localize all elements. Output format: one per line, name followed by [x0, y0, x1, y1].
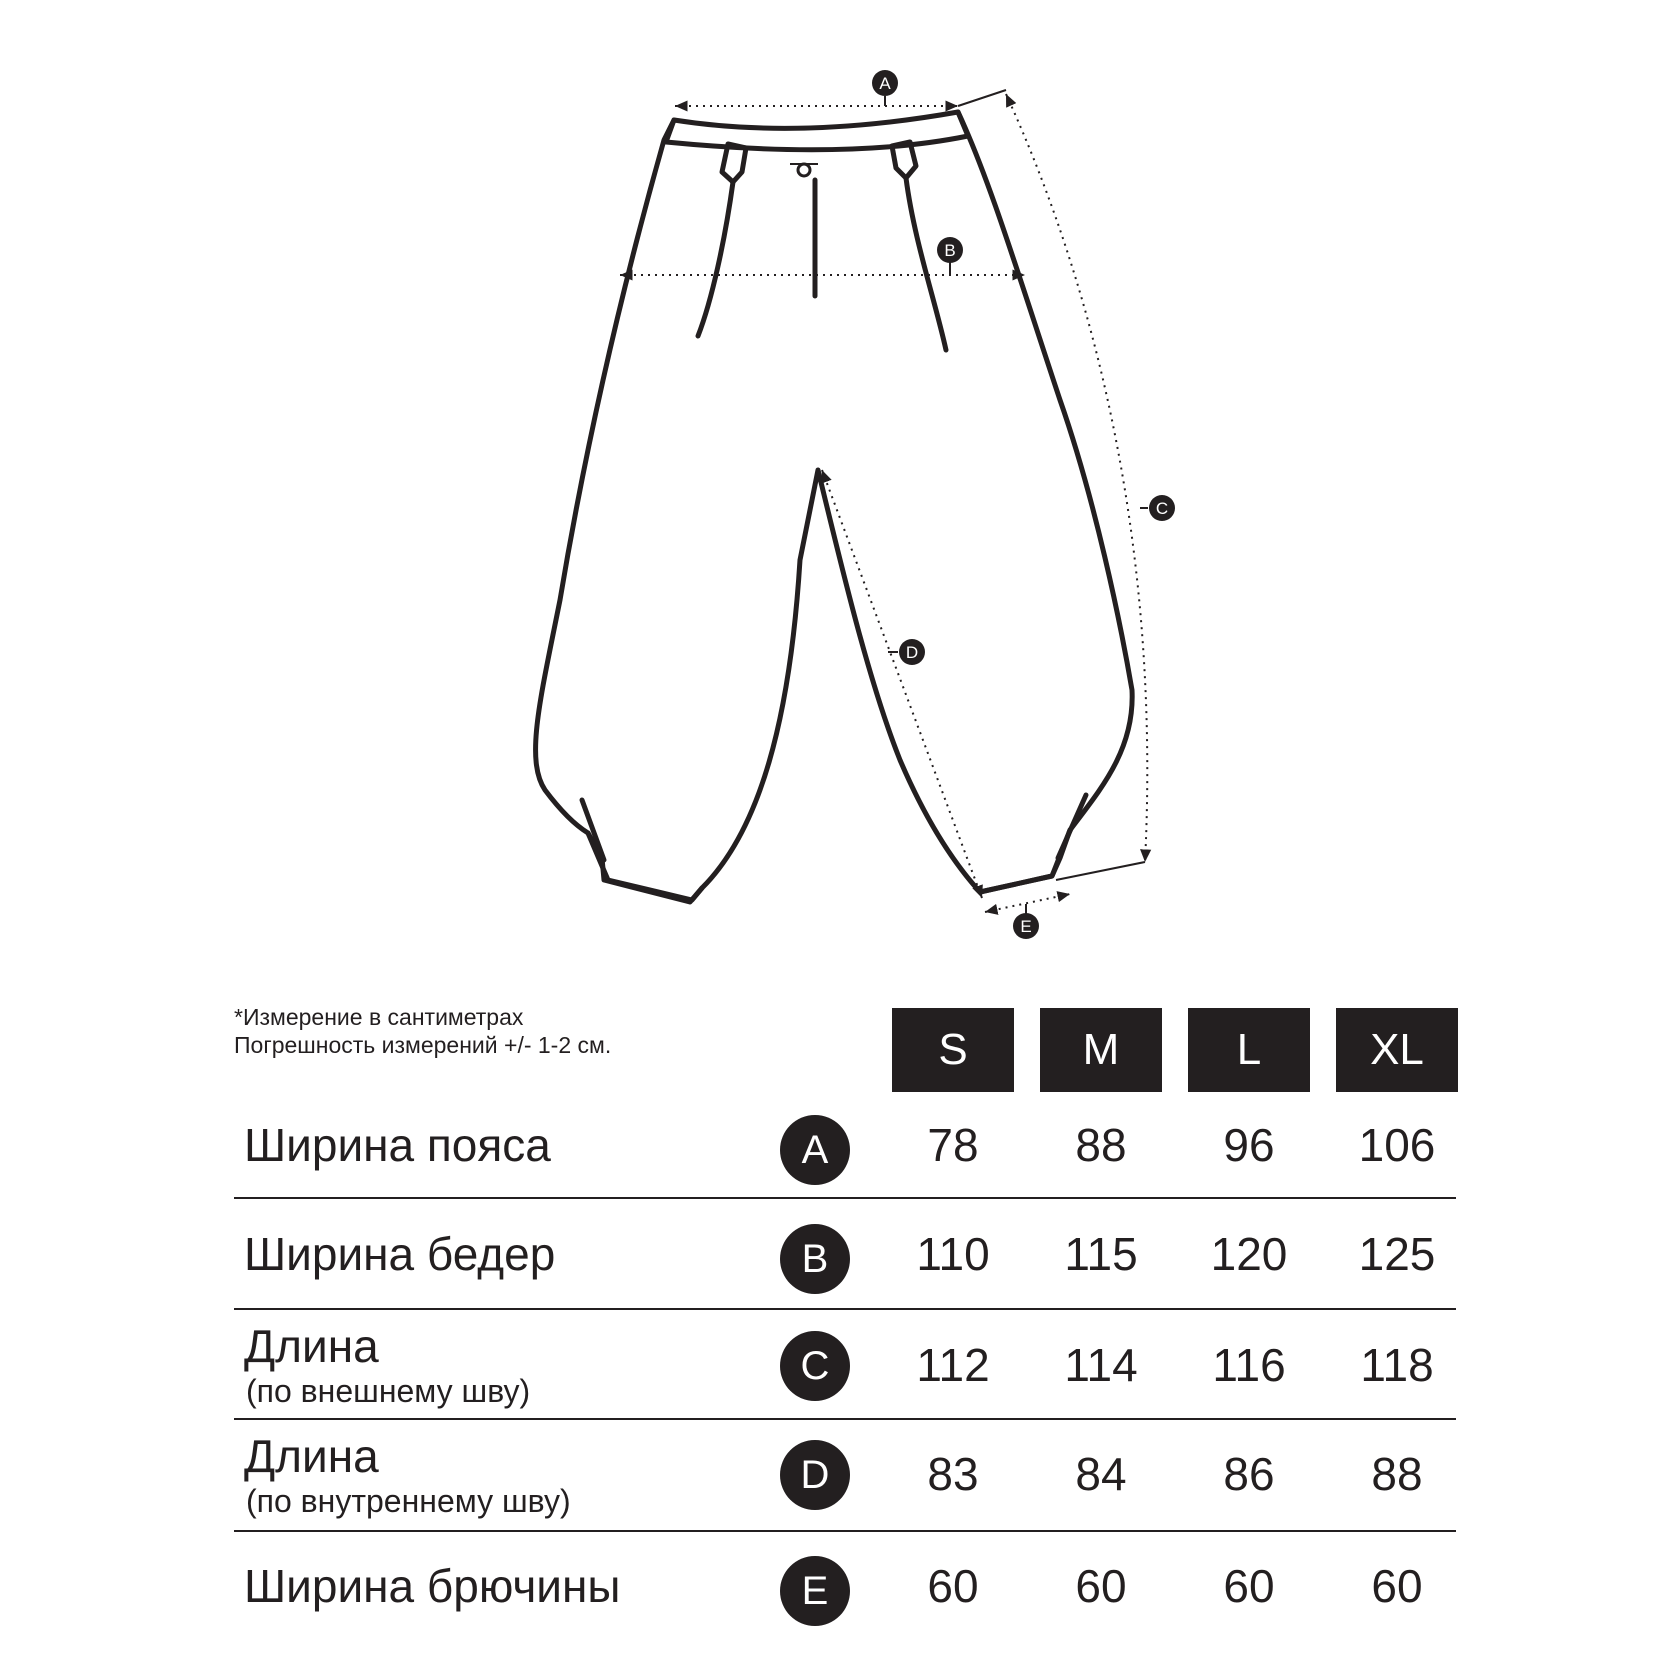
row-label: Ширина пояса [244, 1119, 551, 1171]
row-marker-badge: D [780, 1440, 850, 1510]
value-m: 115 [1064, 1228, 1138, 1280]
value-xl: 118 [1360, 1339, 1434, 1391]
value-xl: 60 [1371, 1560, 1423, 1612]
table-row-hips [234, 1220, 1456, 1310]
table-row-waist [234, 1110, 1456, 1200]
measure-line-e [985, 894, 1070, 912]
value-m: 114 [1064, 1339, 1138, 1391]
value-xl: 88 [1371, 1448, 1423, 1500]
value-s: 78 [927, 1119, 979, 1171]
row-sublabel: (по внутреннему шву) [246, 1483, 571, 1519]
marker-a-badge [872, 70, 898, 96]
value-xl: 106 [1358, 1119, 1436, 1171]
size-header-m: M [1040, 1008, 1162, 1092]
cuff-right [980, 830, 1070, 892]
pleat-right [906, 178, 946, 350]
value-l: 96 [1223, 1119, 1275, 1171]
note-tolerance: Погрешность измерений +/- 1-2 см. [234, 1032, 612, 1058]
row-marker-badge: E [780, 1556, 850, 1626]
row-label: Ширина брючины [244, 1560, 621, 1612]
value-s: 112 [916, 1339, 990, 1391]
table-row-inseam [234, 1426, 1456, 1526]
trousers-outline [536, 112, 1133, 902]
measure-line-d [822, 470, 982, 898]
row-marker-badge: C [780, 1331, 850, 1401]
marker-e-badge [1013, 913, 1039, 939]
table-row-leg-opening [234, 1548, 1456, 1638]
svg-text:A: A [879, 74, 891, 93]
svg-text:E: E [1020, 917, 1032, 936]
size-header-s: S [892, 1008, 1014, 1092]
row-divider [234, 1308, 1456, 1310]
value-m: 60 [1075, 1560, 1127, 1612]
value-s: 83 [927, 1448, 979, 1500]
marker-d-badge [899, 639, 925, 665]
size-header-xl: XL [1336, 1008, 1458, 1092]
table-row-outseam [234, 1316, 1456, 1416]
value-m: 88 [1075, 1119, 1127, 1171]
value-m: 84 [1075, 1448, 1127, 1500]
row-divider [234, 1197, 1456, 1199]
svg-text:D: D [905, 643, 919, 662]
note-units: *Измерение в сантиметрах [234, 1004, 524, 1030]
row-label: Ширина бедер [244, 1228, 556, 1280]
marker-c-badge [1149, 495, 1175, 521]
cuff-right-inner [1058, 795, 1086, 858]
measure-line-c [1006, 94, 1147, 862]
value-l: 60 [1223, 1560, 1275, 1612]
row-label: Длина [244, 1430, 379, 1482]
row-divider [234, 1530, 1456, 1532]
pleat-left [698, 182, 733, 336]
value-s: 110 [916, 1228, 990, 1280]
value-s: 60 [927, 1560, 979, 1612]
value-l: 116 [1212, 1339, 1286, 1391]
tick-a [958, 90, 1006, 106]
row-sublabel: (по внешнему шву) [246, 1373, 531, 1409]
marker-b-badge [937, 237, 963, 263]
tick-e [1056, 862, 1145, 880]
waist-button [798, 164, 810, 176]
size-header-l: L [1188, 1008, 1310, 1092]
row-marker-badge: B [780, 1224, 850, 1294]
value-l: 86 [1223, 1448, 1275, 1500]
row-divider [234, 1418, 1456, 1420]
row-label: Длина [244, 1320, 379, 1372]
svg-text:B: B [944, 241, 956, 260]
svg-text:C: C [1155, 499, 1169, 518]
waistband-outline [666, 112, 968, 150]
row-marker-badge: A [780, 1115, 850, 1185]
value-l: 120 [1210, 1228, 1288, 1280]
value-xl: 125 [1358, 1228, 1436, 1280]
